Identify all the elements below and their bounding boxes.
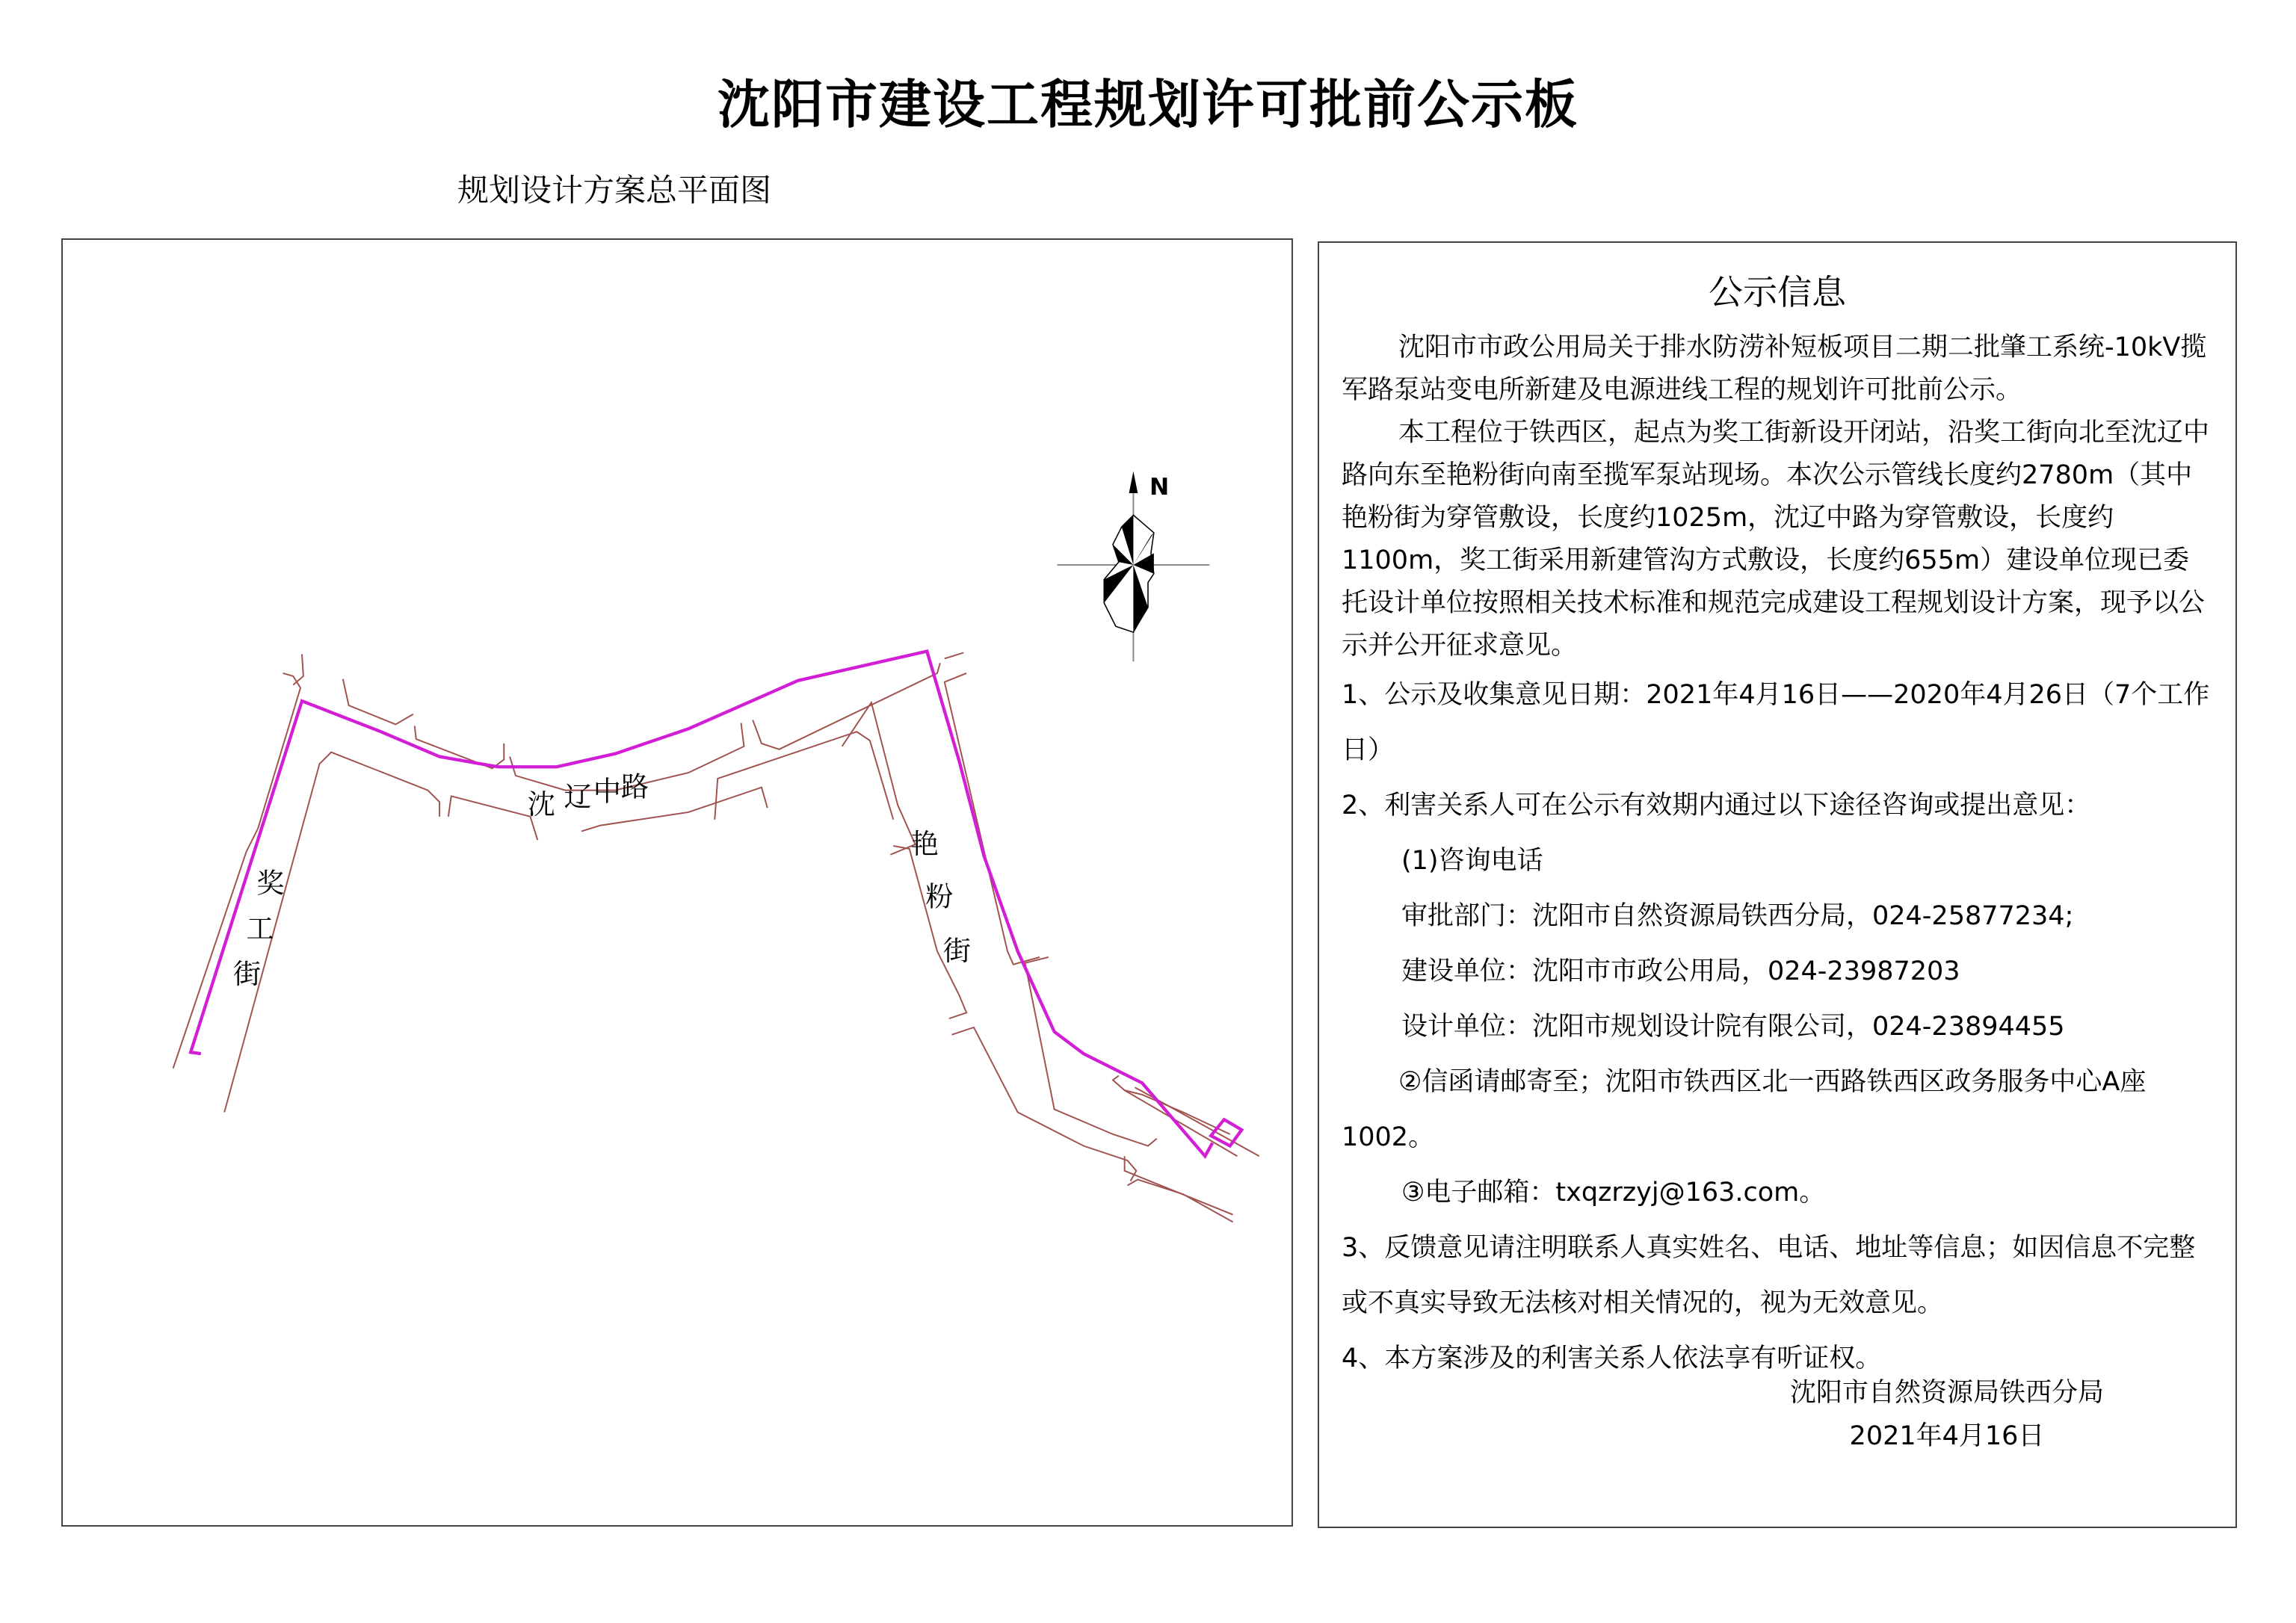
north-label: N [1149, 473, 1170, 501]
road-label-shenliaozhonglu-3: 中 [593, 774, 621, 808]
email-address[interactable]: ③电子邮箱：txqzrzyj@163.com。 [1401, 1178, 1826, 1208]
contact-approval-dept: 审批部门：沈阳市自然资源局铁西分局，024-25877234; [1401, 901, 2074, 931]
signature-org: 沈阳市自然资源局铁西分局 [1789, 1378, 2104, 1408]
page-title: 沈阳市建设工程规划许可批前公示板 [718, 73, 1578, 135]
site-plan-map [61, 238, 1293, 1527]
intro-paragraph-1: 沈阳市市政公用局关于排水防涝补短板项目二期二批肇工系统-10kV揽军路泵站变电所新建及电源进线工程的规划许可批前公示。 [1342, 333, 2207, 405]
road-label-shenliaozhonglu-4: 路 [620, 770, 649, 803]
road-label-jianggongjie-2: 工 [246, 912, 274, 945]
road-edges [173, 653, 1259, 1222]
consultation-item: 2、利害关系人可在公示有效期内通过以下途径咨询或提出意见： [1342, 791, 2091, 820]
mail-address: ②信函请邮寄至；沈阳市铁西区北一西路铁西区政务服务中心A座1002。 [1342, 1067, 2147, 1152]
intro-paragraph-2: 本工程位于铁西区，起点为奖工街新设开闭站，沿奖工街向北至沈辽中路向东至艳粉街向南至揽军泵站现场。本次公示管线长度约2780m（其中艳粉街为穿管敷设，长度约1025m，沈辽中路为穿管敷设，长度约1100m，奖工街采用新建管沟方式敷设，长度约655m）建设单位现已委托设计单位按照相关技术标准和规范完成建设工程规划设计方案，现予以公示并公开征求意见。 [1342, 418, 2210, 661]
info-heading: 公示信息 [1709, 272, 1846, 312]
signature-date: 2021年4月16日 [1849, 1421, 2045, 1451]
pipeline-route [191, 652, 1241, 1157]
feedback-item: 3、反馈意见请注明联系人真实姓名、电话、地址等信息；如因信息不完整或不真实导致无法核对相关情况的，视为无效意见。 [1342, 1233, 2196, 1318]
signature-block [1753, 1371, 2141, 1458]
contact-design-unit: 设计单位：沈阳市规划设计院有限公司，024-23894455 [1401, 1012, 2065, 1042]
road-label-yanfenjie-1: 艳 [910, 826, 939, 860]
road-label-yanfenjie-2: 粉 [925, 879, 954, 913]
phone-heading: (1)咨询电话 [1401, 846, 1543, 876]
road-label-jianggongjie-1: 奖 [256, 866, 285, 900]
hearing-right-item: 4、本方案涉及的利害关系人依法享有听证权。 [1342, 1344, 1882, 1373]
contact-construction-unit: 建设单位：沈阳市市政公用局，024-23987203 [1401, 956, 1960, 986]
info-body [1342, 327, 2213, 1386]
notice-period-item: 1、公示及收集意见日期：2021年4月16日——2020年4月26日（7个工作日） [1342, 680, 2210, 765]
notice-info-panel [1318, 241, 2237, 1528]
road-label-shenliaozhonglu-2: 辽 [564, 780, 592, 814]
road-label-shenliaozhonglu-1: 沈 [527, 787, 555, 820]
map-subtitle: 规划设计方案总平面图 [457, 172, 772, 208]
north-arrow-compass-icon [1058, 472, 1210, 662]
road-labels [233, 770, 971, 990]
road-label-yanfenjie-3: 街 [942, 933, 972, 967]
road-label-jianggongjie-3: 街 [232, 957, 262, 991]
